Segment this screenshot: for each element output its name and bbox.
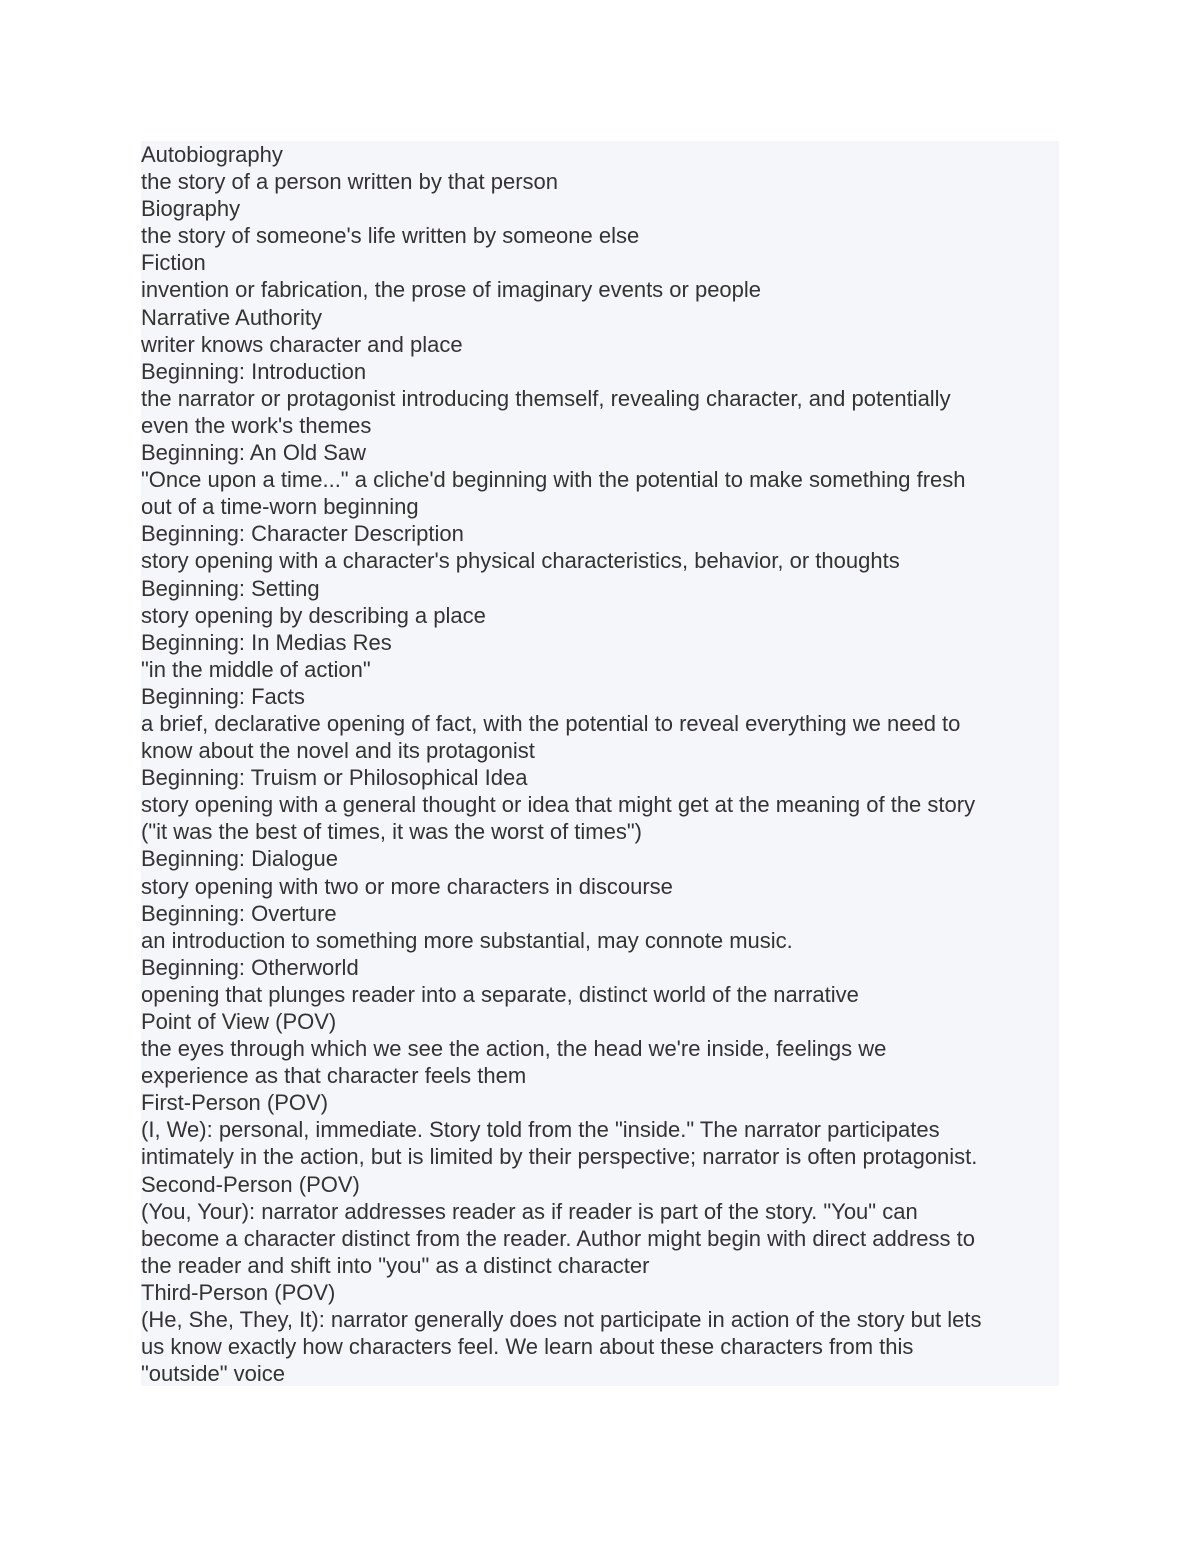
- definition-line: writer knows character and place: [141, 331, 463, 357]
- definition-line: (I, We): personal, immediate. Story told from the "inside." The narrator participates: [141, 1117, 940, 1143]
- definition-line: a brief, declarative opening of fact, with the potential to reveal everything we need to: [141, 710, 961, 736]
- definition-line: an introduction to something more substantial, may connote music.: [141, 927, 793, 953]
- term-line: Beginning: Introduction: [141, 358, 367, 384]
- definition-line: know about the novel and its protagonist: [141, 738, 535, 764]
- term-line: Beginning: Setting: [141, 575, 320, 601]
- term-line: Beginning: Truism or Philosophical Idea: [141, 765, 528, 791]
- term-line: First-Person (POV): [141, 1090, 329, 1116]
- definition-line: the story of a person written by that person: [141, 169, 559, 195]
- definition-line: "in the middle of action": [141, 656, 371, 682]
- definition-line: the reader and shift into "you" as a distinct character: [141, 1252, 650, 1278]
- term-line: Beginning: Character Description: [141, 521, 464, 547]
- definition-line: story opening with two or more characters in discourse: [141, 873, 673, 899]
- definition-line: the eyes through which we see the action, the head we're inside, feelings we: [141, 1036, 887, 1062]
- term-line: Autobiography: [141, 142, 283, 167]
- definition-line: story opening by describing a place: [141, 602, 486, 628]
- term-line: Narrative Authority: [141, 304, 322, 330]
- term-line: Fiction: [141, 250, 206, 276]
- definition-line: us know exactly how characters feel. We learn about these characters from this: [141, 1334, 914, 1360]
- term-line: Third-Person (POV): [141, 1279, 336, 1305]
- definition-line: ("it was the best of times, it was the worst of times"): [141, 819, 642, 845]
- term-line: Beginning: Facts: [141, 683, 305, 709]
- term-line: Second-Person (POV): [141, 1171, 360, 1197]
- definition-line: (You, Your): narrator addresses reader as if reader is part of the story. "You" can: [141, 1198, 918, 1224]
- term-line: Beginning: In Medias Res: [141, 629, 392, 655]
- definition-line: the story of someone's life written by someone else: [141, 223, 640, 249]
- term-line: Point of View (POV): [141, 1009, 337, 1034]
- definition-line: (He, She, They, It): narrator generally does not participate in action of the story but lets: [141, 1307, 982, 1333]
- definition-line: story opening with a general thought or idea that might get at the meaning of the story: [141, 792, 976, 818]
- definition-line: experience as that character feels them: [141, 1063, 527, 1089]
- definition-line: the narrator or protagonist introducing themself, revealing character, and potentially: [141, 385, 951, 411]
- term-line: Beginning: Dialogue: [141, 846, 338, 872]
- term-line: Beginning: Overture: [141, 900, 337, 926]
- term-line: Beginning: Otherworld: [141, 954, 359, 980]
- definition-line: opening that plunges reader into a separate, distinct world of the narrative: [141, 981, 859, 1007]
- definition-line: story opening with a character's physical characteristics, behavior, or thoughts: [141, 548, 900, 574]
- term-line: Beginning: An Old Saw: [141, 440, 367, 466]
- definition-line: even the work's themes: [141, 412, 372, 438]
- definition-line: "outside" voice: [141, 1361, 286, 1387]
- term-line: Biography: [141, 196, 241, 222]
- definition-line: invention or fabrication, the prose of imaginary events or people: [141, 277, 762, 303]
- definition-line: out of a time-worn beginning: [141, 494, 419, 520]
- definition-line: become a character distinct from the reader. Author might begin with direct address to: [141, 1225, 975, 1251]
- definition-line: "Once upon a time..." a cliche'd beginning with the potential to make something fresh: [141, 467, 966, 493]
- definition-line: intimately in the action, but is limited by their perspective; narrator is often protagonist.: [141, 1144, 978, 1170]
- glossary-text-block: [141, 141, 1059, 1386]
